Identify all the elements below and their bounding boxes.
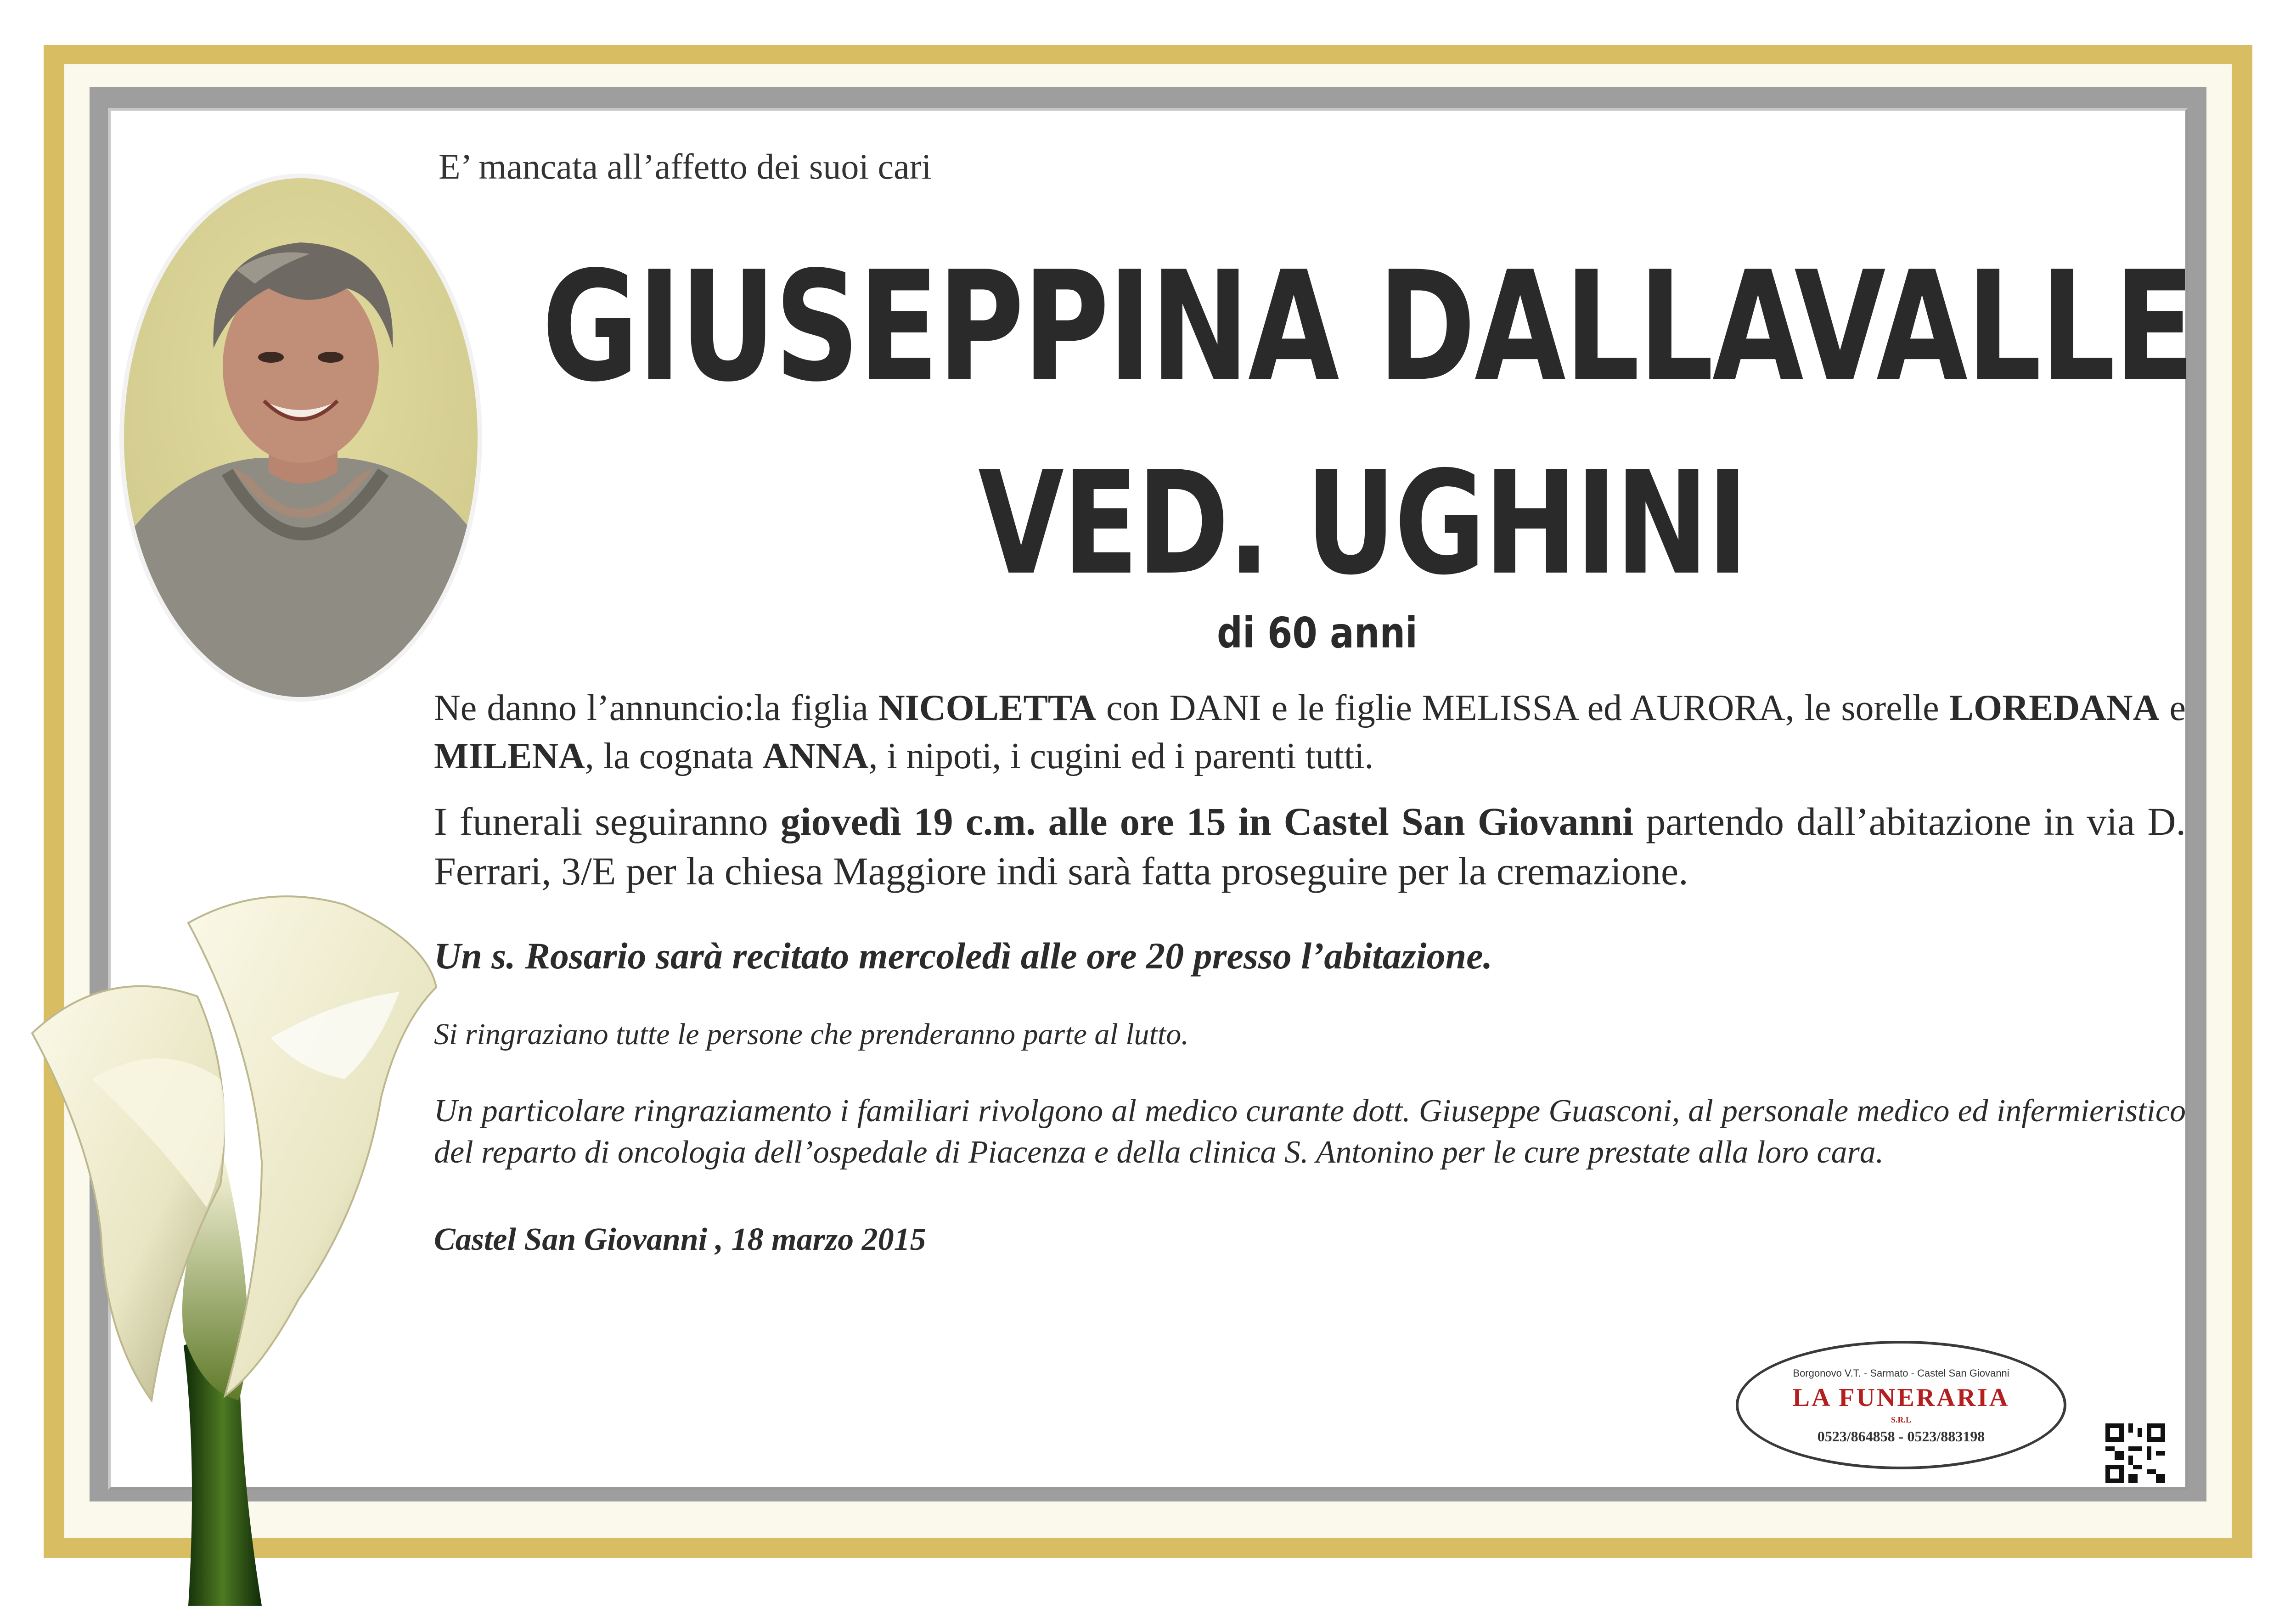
funeral-text-2: partendo dall’abitazione in via D. Ferrari, 3/E per la chiesa Maggiore indi sarà fatta proseguire per la cremazione. — [434, 799, 2186, 893]
announcement-text-2: con DANI e le figlie MELISSA ed AURORA, le sorelle — [1096, 688, 1949, 728]
announcement-text-1: Ne danno l’annuncio:la figlia — [434, 688, 878, 728]
deceased-name: GIUSEPPINA DALLAVALLE — [542, 239, 2194, 415]
special-thanks-text: Un particolare ringraziamento i familiari rivolgono al medico curante dott. Giuseppe Guasconi, al personale medico ed infermieristico del reparto di oncologia dell’ospedale di Piacenza e della clinica S. Antonino per le cure prestate alla loro cara. — [434, 1093, 2186, 1170]
announcement-text-3: e — [2159, 688, 2186, 728]
logo-locations: Borgonovo V.T. - Sarmato - Castel San Giovanni — [1793, 1367, 2009, 1379]
logo-phones: 0523/864858 - 0523/883198 — [1817, 1428, 1985, 1445]
thanks-text: Si ringraziano tutte le persone che prenderanno parte al lutto. — [434, 1018, 1189, 1051]
announcement-paragraph — [434, 684, 2186, 781]
calla-lily-flower-icon — [23, 886, 464, 1606]
deceased-age: di 60 anni — [1217, 608, 1418, 658]
deceased-widow-name: VED. UGHINI — [978, 441, 1747, 607]
sister-name-1: LOREDANA — [1949, 688, 2160, 728]
logo-name: LA FUNERARIA — [1792, 1383, 2010, 1412]
funeral-text-1: I funerali seguiranno — [434, 799, 781, 843]
funeral-home-logo — [1736, 1341, 2066, 1469]
funeral-date-place: giovedì 19 c.m. alle ore 15 in Castel San Giovanni — [780, 799, 1634, 843]
logo-srl: S.R.L — [1891, 1415, 1911, 1424]
place-date: Castel San Giovanni , 18 marzo 2015 — [434, 1222, 926, 1257]
announcement-text-5: , i nipoti, i cugini ed i parenti tutti. — [868, 736, 1374, 776]
intro-text: E’ mancata all’affetto dei suoi cari — [439, 146, 932, 186]
announcement-text-4: , la cognata — [585, 736, 763, 776]
sister-in-law-name: ANNA — [762, 736, 869, 776]
funeral-paragraph — [434, 797, 2186, 896]
qr-code-icon — [2105, 1423, 2165, 1483]
portrait-photo — [117, 174, 484, 702]
sister-name-2: MILENA — [434, 736, 585, 776]
rosary-notice: Un s. Rosario sarà recitato mercoledì alle ore 20 presso l’abitazione. — [434, 935, 1493, 977]
daughter-name: NICOLETTA — [878, 688, 1097, 728]
